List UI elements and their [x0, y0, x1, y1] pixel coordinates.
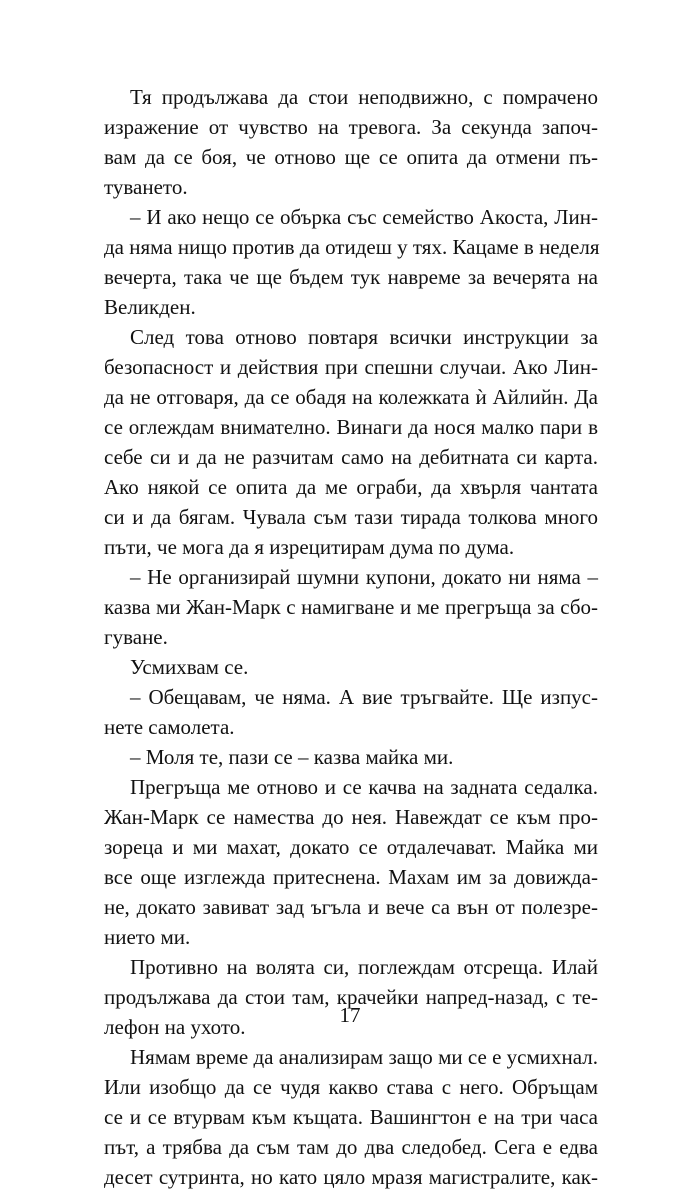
- text-line: се и се втурвам към къщата. Вашингтон е на три часа: [104, 1105, 598, 1129]
- text-line: – Моля те, пази се – казва майка ми.: [130, 745, 454, 769]
- text-line: – И ако нещо се обърка със семейство Акоста, Лин-: [130, 205, 598, 229]
- text-line: продължава да стои там, крачейки напред-назад, с те-: [104, 985, 598, 1009]
- text-line: туването.: [104, 175, 188, 199]
- text-line: не, докато завиват зад ъгъла и вече са вън от полезре-: [104, 895, 598, 919]
- text-line: – Обещавам, че няма. А вие тръгвайте. Ще изпус-: [130, 685, 598, 709]
- text-line: След това отново повтаря всички инструкции за: [130, 325, 598, 349]
- text-line: нете самолета.: [104, 715, 235, 739]
- text-line: вечерта, така че ще бъдем тук навреме за вечерята на: [104, 265, 598, 289]
- page-number: 17: [339, 1003, 361, 1027]
- text-line: Ако някой се опита да ме ограби, да хвърля чантата: [104, 475, 598, 499]
- text-line: си и да бягам. Чувала съм тази тирада толкова много: [104, 505, 598, 529]
- text-line: гуване.: [104, 625, 168, 649]
- text-line: все още изглежда притеснена. Махам им за довиждa-: [104, 865, 598, 889]
- text-line: път, а трябва да съм там до два следобед. Сега е едва: [104, 1135, 598, 1159]
- text-line: нието ми.: [104, 925, 191, 949]
- text-line: зореца и ми махат, докато се отдалечават. Майка ми: [104, 835, 598, 859]
- text-line: казва ми Жан-Марк с намигване и ме прегръща за сбо-: [104, 595, 598, 619]
- text-line: Усмихвам се.: [130, 655, 249, 679]
- text-line: Противно на волята си, поглеждам отсреща. Илай: [130, 955, 598, 979]
- text-line: безопасност и действия при спешни случаи. Ако Лин-: [104, 355, 598, 379]
- text-line: да няма нищо против да отидеш у тях. Кацаме в неделя: [104, 235, 600, 259]
- text-line: вам да се боя, че отново ще се опита да отмени пъ-: [104, 145, 598, 169]
- text-line: себе си и да не разчитам само на дебитната си карта.: [104, 445, 598, 469]
- text-line: – Не организирай шумни купони, докато ни няма –: [130, 565, 598, 589]
- text-line: Нямам време да анализирам защо ми се е усмихнал.: [130, 1045, 598, 1069]
- text-line: Жан-Марк се намества до нея. Навеждат се към про-: [104, 805, 598, 829]
- text-line: се оглеждам внимателно. Винаги да нося малко пари в: [104, 415, 598, 439]
- text-line: Тя продължава да стои неподвижно, с помрачено: [130, 85, 598, 109]
- text-line: лефон на ухото.: [104, 1015, 246, 1039]
- text-line: пъти, че мога да я изрецитирам дума по дума.: [104, 535, 515, 559]
- text-line: Или изобщо да се чудя какво става с него. Обръщам: [104, 1075, 598, 1099]
- text-line: изражение от чувство на тревога. За секунда започ-: [104, 115, 598, 139]
- text-line: Великден.: [104, 295, 196, 319]
- text-line: десет сутринта, но като цяло мразя магистралите, как-: [104, 1165, 598, 1189]
- text-line: да не отговаря, да се обадя на колежката ѝ Айлийн. Да: [104, 385, 598, 409]
- text-line: Прегръща ме отново и се качва на задната седалка.: [130, 775, 598, 799]
